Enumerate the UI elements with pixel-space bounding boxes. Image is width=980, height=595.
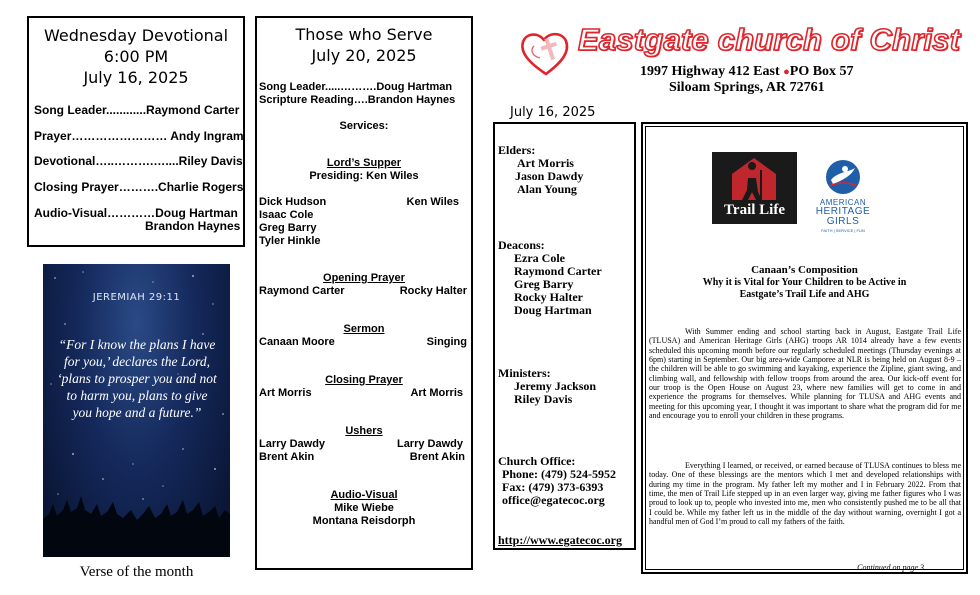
article-title: Canaan’s Composition [751,264,858,276]
sermon-left: Canaan Moore [259,336,335,348]
ahg-line3: GIRLS [826,216,860,227]
minister-name: Jeremy Jackson [514,379,597,393]
verse-reference: JEREMIAH 29:11 [92,292,181,303]
ushers-heading: Ushers [345,425,383,437]
elder-name: Alan Young [517,182,577,196]
serve-date: July 20, 2025 [311,46,417,65]
article-subtitle: Eastgate’s Trail Life and AHG [739,289,870,300]
devotional-date: July 16, 2025 [83,68,189,87]
deacon-name: Doug Hartman [514,303,592,317]
lords-supper-name: Isaac Cole [259,209,314,221]
minister-name: Riley Davis [514,392,573,406]
deacons-label: Deacons: [498,238,545,252]
bulletin-date: July 16, 2025 [510,105,596,120]
audio-visual-name: Mike Wiebe [334,502,394,514]
article-paragraph: With Summer ending and school starting back in August, Eastgate Trail Life (TLUSA) and American Heritage Girls (AHG) troops AR 1014 already have a few events scheduled this upcoming month before our regularly scheduled meetings (Thursday evenings at 6pm) starting in September. Our big area-wide Camporee at NLR is being held on August 8-9 – the children will be able to go swimming and kayaking, experience the Zipline, giant swing, and climbing wall, and fellowship with fellow troops from around the area. Our kick-off event for our troop is the Open House on August 23, where new families will get to come in and experience the programs for themselves. While planning for TLUSA and AHG events and meeting for this upcoming year, I thought it was important to share what the program did for me and encourage you to enroll your children in these programs. [649,327,961,421]
ushers-right: Brent Akin [409,451,465,463]
devotional-time: 6:00 PM [103,47,169,66]
article-box [641,122,968,574]
lords-supper-name: Tyler Hinkle [259,235,321,247]
elders-label: Elders: [498,143,536,157]
deacon-name: Rocky Halter [514,290,583,304]
lords-supper-right: Ken Wiles [406,196,459,208]
verse-caption: Verse of the month [79,564,194,580]
audio-visual-name: Montana Reisdorph [312,515,416,527]
elder-name: Jason Dawdy [515,169,584,183]
serve-song-leader: Song Leader.....……….Doug Hartman [259,81,453,93]
serve-title: Those who Serve [295,25,433,44]
devotional-audio-visual: Audio-Visual…………Doug Hartman [34,206,238,220]
church-address [640,64,854,80]
closing-prayer-right: Art Morris [410,387,463,399]
ushers-left: Brent Akin [259,451,315,463]
opening-prayer-heading: Opening Prayer [323,272,405,284]
office-fax: Fax: (479) 373-6393 [502,480,604,494]
continued-note: Continued on page 3 [857,563,924,572]
ahg-line1: AMERICAN [819,198,867,207]
opening-prayer-left: Raymond Carter [259,285,345,297]
address-street: 1997 Highway 412 East [640,64,780,79]
ministers-label: Ministers: [498,366,551,380]
devotional-box [27,16,245,247]
devotional-devotional: Devotional…..……….…....Riley Davis [34,154,243,168]
heart-cross-logo [518,28,574,80]
serve-scripture: Scripture Reading….Brandon Haynes [259,94,456,106]
devotional-audio-visual-2: Brandon Haynes [145,219,241,233]
office-label: Church Office: [498,454,576,468]
lords-supper-heading: Lord’s Supper [326,157,402,169]
ahg-emblem [823,158,863,196]
lords-supper-name: Greg Barry [259,222,317,234]
verse-image [43,264,230,557]
trail-life-name: Trail Life [724,202,785,218]
ahg-line2: HERITAGE [815,206,871,217]
verse-text: “For I know the plans I have for you,’ declares the Lord, ‘plans to prosper you and not to harm you, plans to give you hope and a future.” [57,337,217,420]
address-po-box: PO Box 57 [789,64,854,79]
elder-name: Art Morris [517,156,574,170]
devotional-title: Wednesday Devotional [43,26,229,45]
leaders-box [493,122,636,550]
devotional-closing-prayer: Closing Prayer……….Charlie Rogers [34,180,244,194]
office-email: office@egatecoc.org [502,493,605,507]
audio-visual-heading: Audio-Visual [330,489,398,501]
office-phone: Phone: (479) 524-5952 [502,467,616,481]
devotional-song-leader: Song Leader............Raymond Carter [34,103,240,117]
ushers-left: Larry Dawdy [259,438,326,450]
closing-prayer-heading: Closing Prayer [325,374,403,386]
closing-prayer-left: Art Morris [259,387,312,399]
ushers-right: Larry Dawdy [396,438,463,450]
sermon-right: Singing [426,336,467,348]
deacon-name: Ezra Cole [514,251,565,265]
devotional-prayer: Prayer…………………… Andy Ingram [34,129,244,143]
ahg-tagline: FAITH | SERVICE | FUN [821,228,865,233]
serve-box [255,16,473,570]
church-name: Eastgate church of Christ [578,22,961,57]
website-link[interactable]: http://www.egatecoc.org [498,533,622,547]
opening-prayer-right: Rocky Halter [399,285,467,297]
church-city: Siloam Springs, AR 72761 [669,80,825,95]
trail-life-emblem [712,152,797,204]
article-paragraph: Everything I learned, or received, or earned because of TLUSA continues to bless me today. One of these blessings are the mentors which I met and developed relationships with during my time in the program. My father left my mother and I in February 2022. From that time, the men of Trail Life stepped up in an even larger way, giving me father figures who I was proud to look up to, people who invested into me, men who consistently pushed me to be all that I could be. While my father left us in the middle of the day without warning, overnight I got a handful men of God I’m proud to call my fathers of the faith. [649,461,961,527]
lords-supper-name: Dick Hudson [259,196,327,208]
trail-life-logo [712,152,797,224]
deacon-name: Raymond Carter [514,264,602,278]
sermon-heading: Sermon [343,323,385,335]
deacon-name: Greg Barry [514,277,574,291]
serve-services-label: Services: [339,120,389,132]
lords-supper-presiding: Presiding: Ken Wiles [309,170,419,182]
article-subtitle: Why it is Vital for Your Children to be Active in [702,277,907,288]
address-separator: ● [783,66,790,78]
